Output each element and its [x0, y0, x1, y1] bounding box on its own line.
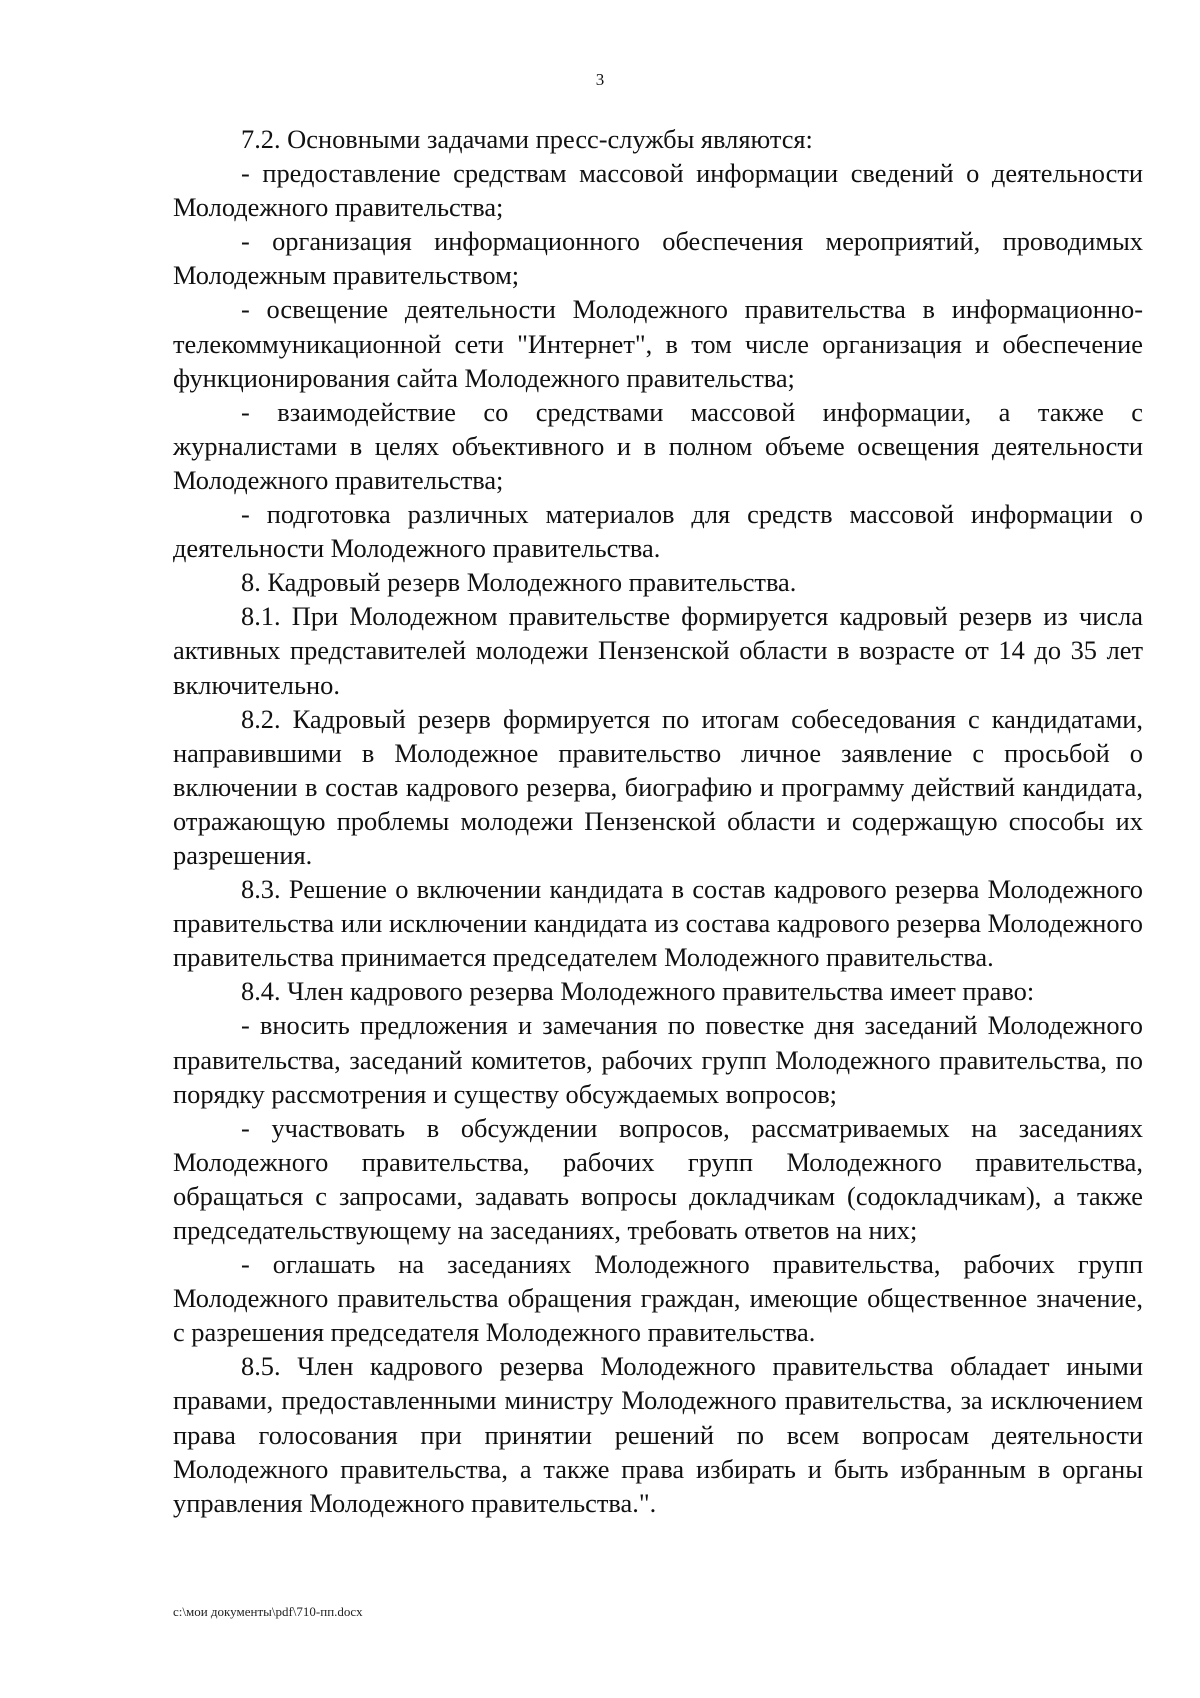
list-item-announce-appeals: - оглашать на заседаниях Молодежного правительства, рабочих групп Молодежного правительства обращения граждан, имеющие общественное значение, с разрешения председателя Молодежного правительства. [173, 1249, 1143, 1348]
paragraph-7-2: 7.2. Основными задачами пресс-службы являются: [241, 124, 813, 154]
list-item-media-interaction: - взаимодействие со средствами массовой информации, а также с журналистами в целях объективного и в полном объеме освещения деятельности Молодежного правительства; [173, 396, 1143, 495]
page-number: 3 [595, 70, 605, 89]
paragraph-8-1: 8.1. При Молодежном правительстве формируется кадровый резерв из числа активных представителей молодежи Пензенской области в возрасте от 14 до 35 лет включительно. [173, 601, 1143, 700]
paragraph-8-2: 8.2. Кадровый резерв формируется по итогам собеседования с кандидатами, направившими в Молодежное правительство личное заявление с просьбой о включении в состав кадрового резерва, биографию и программу действий кандидата, отражающую проблемы молодежи Пензенской области и содержащую способы их разрешения. [173, 703, 1143, 870]
list-item-event-coverage: - организация информационного обеспечения мероприятий, проводимых Молодежным правительством; [173, 226, 1143, 291]
list-item-media-information: - предоставление средствам массовой информации сведений о деятельности Молодежного правительства; [173, 158, 1143, 223]
paragraph-8-3: 8.3. Решение о включении кандидата в состав кадрового резерва Молодежного правительства или исключении кандидата из состава кадрового резерва Молодежного правительства принимается председателем Молодежного правительства. [173, 874, 1143, 973]
list-item-materials-preparation: - подготовка различных материалов для средств массовой информации о деятельности Молодежного правительства. [173, 499, 1143, 564]
document-body [173, 122, 1143, 1520]
footer-file-path: c:\мои документы\pdf\710-пп.docx [173, 1604, 363, 1619]
paragraph-8-4: 8.4. Член кадрового резерва Молодежного правительства имеет право: [241, 976, 1035, 1007]
list-item-participate-discussion: - участвовать в обсуждении вопросов, рассматриваемых на заседаниях Молодежного правительства, рабочих групп Молодежного правительства, обращаться с запросами, задавать вопросы докладчикам (содокладчикам), а также председательствующему на заседаниях, требовать ответов на них; [173, 1112, 1143, 1245]
paragraph-8-5: 8.5. Член кадрового резерва Молодежного правительства обладает иными правами, предоставленными министру Молодежного правительства, за исключением права голосования при принятии решений по всем вопросам деятельности Молодежного правительства, а также права избирать и быть избранным в органы управления Молодежного правительства.". [173, 1351, 1143, 1518]
list-item-internet-coverage: - освещение деятельности Молодежного правительства в информационно-телекоммуникационной сети "Интернет", в том числе организация и обеспечение функционирования сайта Молодежного правительства; [173, 294, 1143, 393]
list-item-make-proposals: - вносить предложения и замечания по повестке дня заседаний Молодежного правительства, заседаний комитетов, рабочих групп Молодежного правительства, по порядку рассмотрения и существу обсуждаемых вопросов; [173, 1010, 1143, 1109]
section-heading-8: 8. Кадровый резерв Молодежного правительства. [241, 567, 797, 598]
